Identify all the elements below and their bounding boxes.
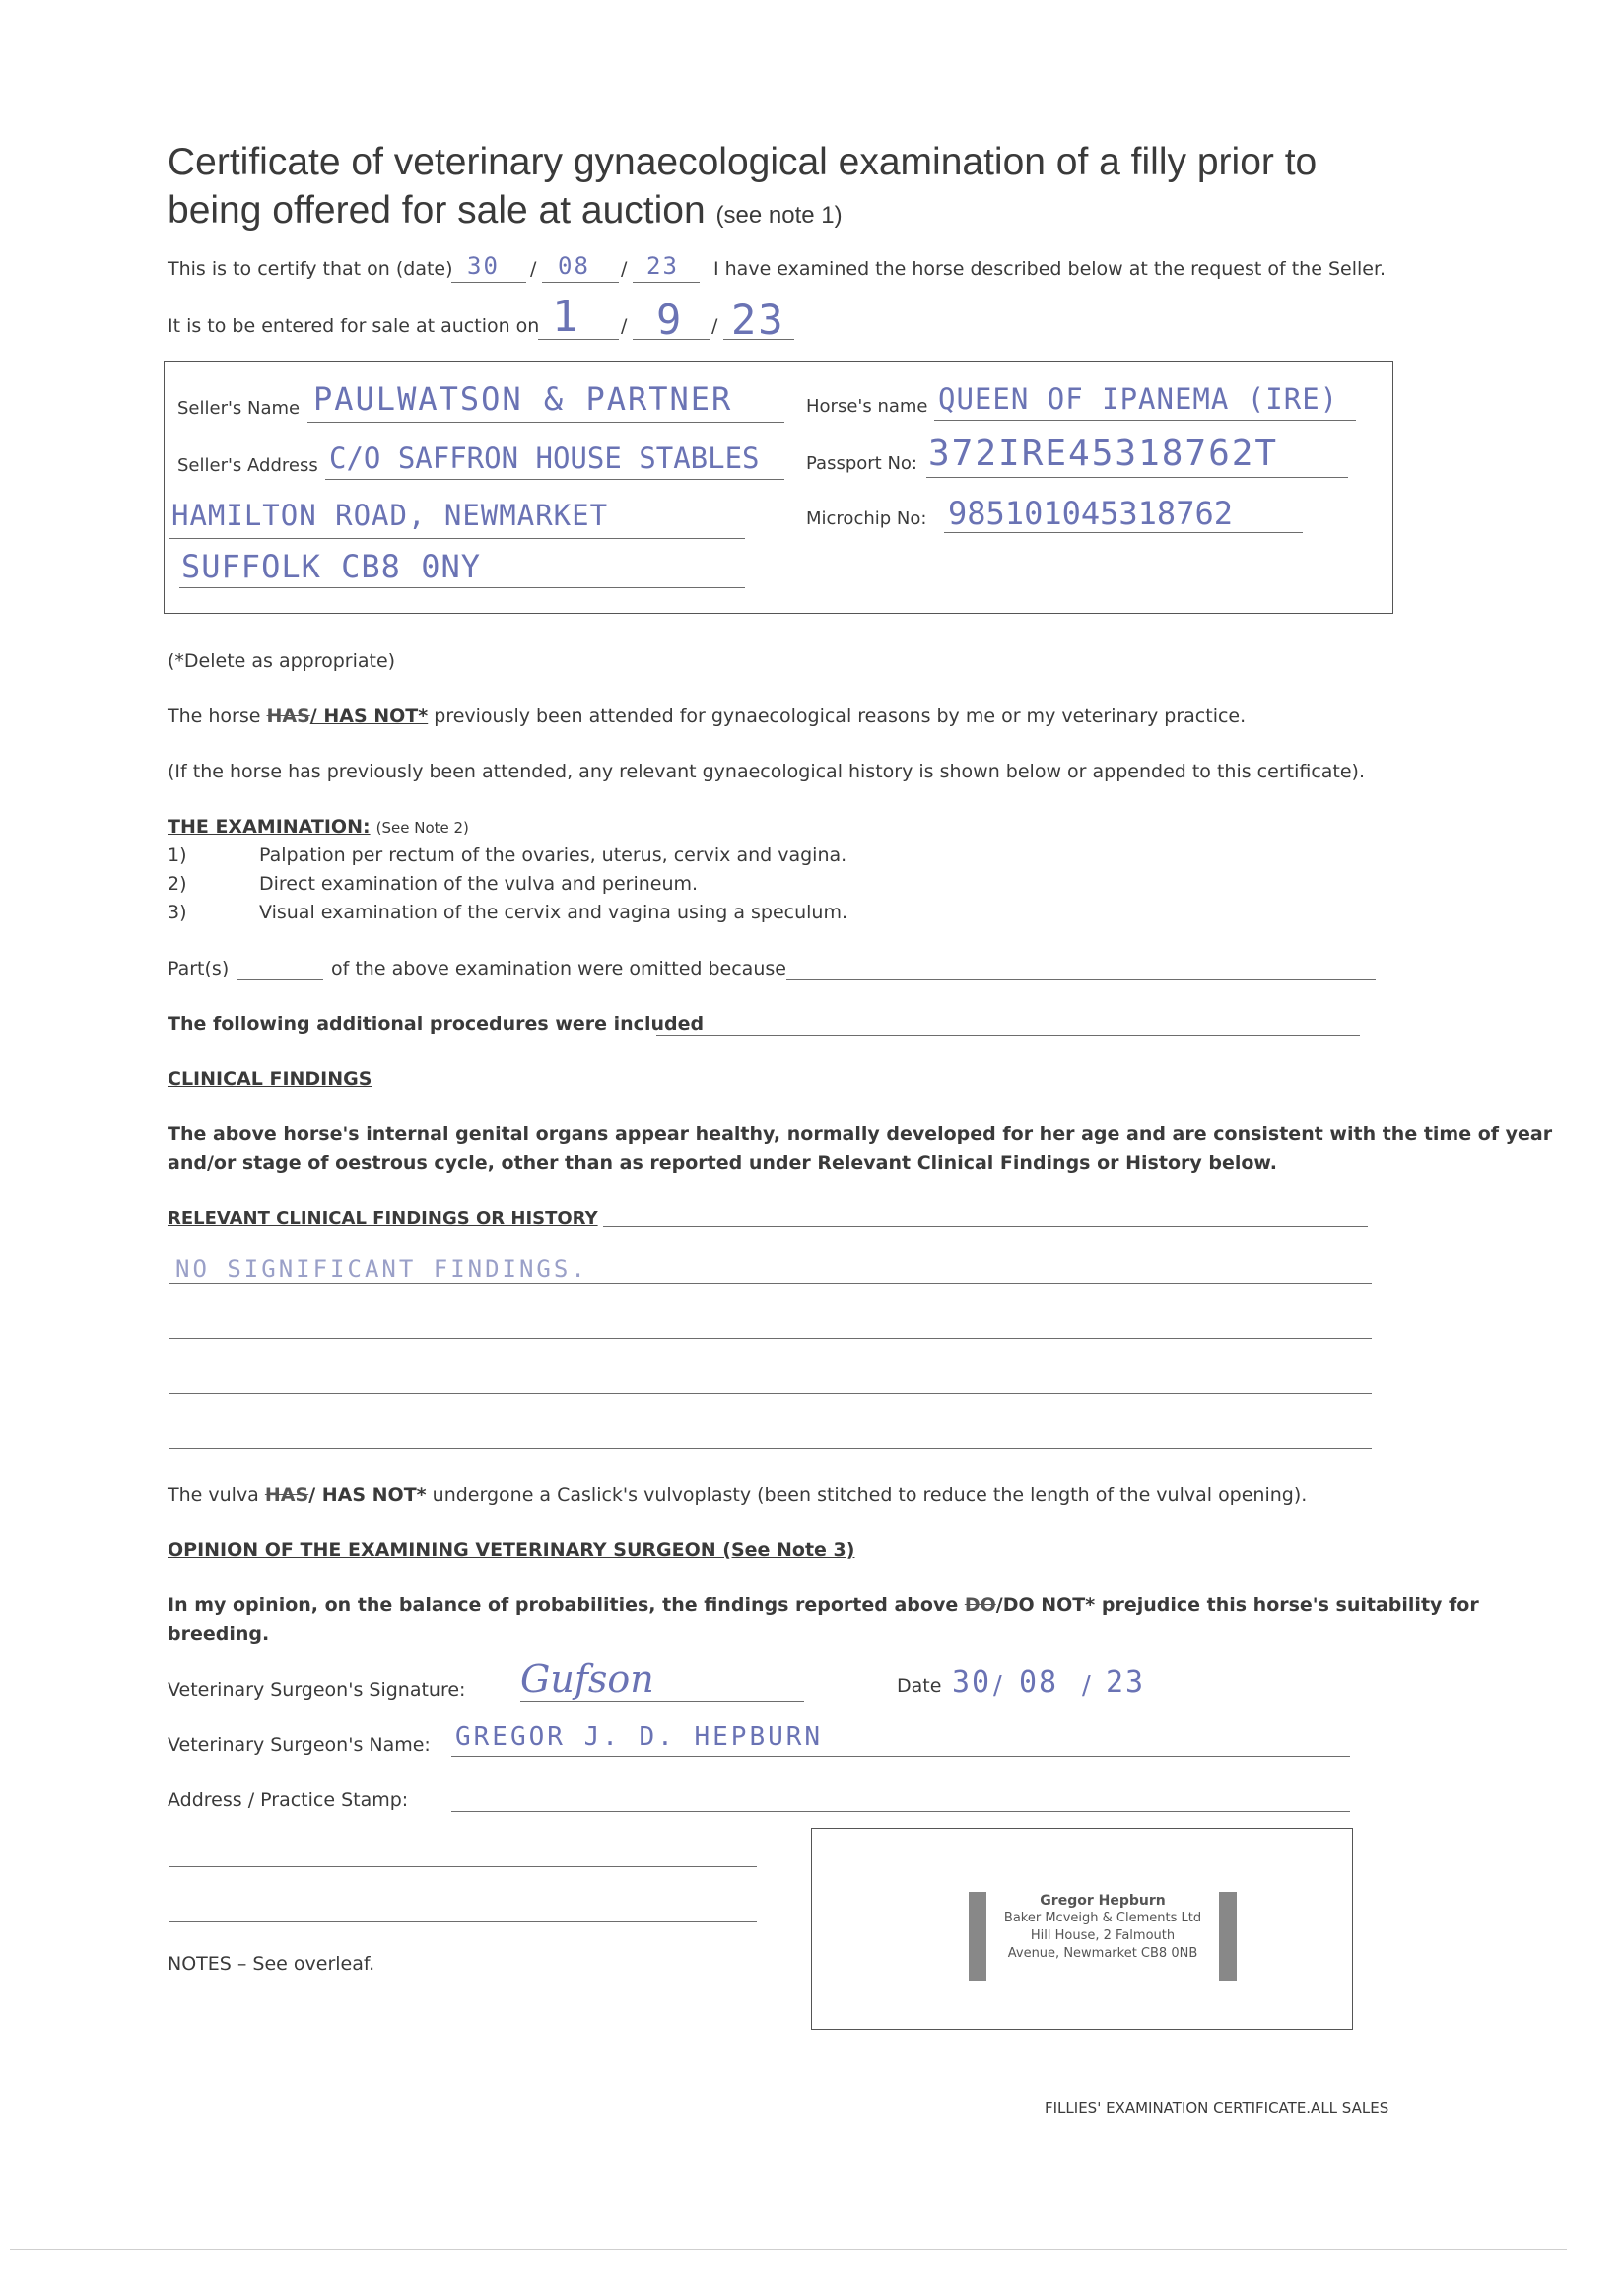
certify-prefix: This is to certify that on (date) xyxy=(168,258,453,280)
stamp-line-2: Baker Mcveigh & Clements Ltd xyxy=(1003,1911,1202,1925)
address-line-2: HAMILTON ROAD, NEWMARKET xyxy=(171,499,609,532)
exam-item-1-text: Palpation per rectum of the ovaries, uterus, cervix and vagina. xyxy=(259,844,847,866)
clinical-statement-2: and/or stage of oestrous cycle, other than as reported under Relevant Clinical Findings or History below. xyxy=(168,1152,1277,1174)
passport-value: 372IRE45318762T xyxy=(928,434,1279,474)
title-note: (see note 1) xyxy=(715,202,843,229)
vulva-choice: / HAS NOT* xyxy=(308,1484,427,1506)
seller-name-label: Seller's Name xyxy=(177,398,301,419)
seller-name-value: PAULWATSON & PARTNER xyxy=(313,380,733,418)
signature-label: Veterinary Surgeon's Signature: xyxy=(168,1679,466,1701)
opinion-line-1 xyxy=(168,1594,1479,1616)
title-line-2 xyxy=(168,186,1449,239)
vulva-suffix: undergone a Caslick's vulvoplasty (been stitched to reduce the length of the vulval opening). xyxy=(432,1484,1308,1506)
examination-heading-line xyxy=(168,816,469,838)
opinion-struck: DO xyxy=(964,1594,996,1616)
sale-month: 9 xyxy=(656,296,684,344)
exam-item-2-num: 2) xyxy=(168,873,187,895)
certify-month: 08 xyxy=(558,252,590,280)
sale-prefix: It is to be entered for sale at auction on xyxy=(168,315,540,337)
notes-text: NOTES – See overleaf. xyxy=(168,1953,375,1975)
scan-edge-line xyxy=(10,2249,1567,2250)
attended-line xyxy=(168,706,1246,727)
date-month: 08 xyxy=(1019,1665,1059,1700)
date-year: 23 xyxy=(1106,1665,1146,1700)
address-line-3: SUFFOLK CB8 0NY xyxy=(181,548,481,585)
vet-name-label: Veterinary Surgeon's Name: xyxy=(168,1734,431,1756)
passport-label: Passport No: xyxy=(806,453,917,474)
history-note: (If the horse has previously been attended, any relevant gynaecological history is shown below or appended to this certificate). xyxy=(168,761,1366,782)
examination-heading-note: (See Note 2) xyxy=(375,819,469,837)
examination-heading: THE EXAMINATION: xyxy=(168,816,371,838)
exam-item-3-num: 3) xyxy=(168,902,187,923)
horse-name-value: QUEEN OF IPANEMA (IRE) xyxy=(938,382,1339,416)
opinion-heading: OPINION OF THE EXAMINING VETERINARY SURGEON (See Note 3) xyxy=(168,1539,855,1561)
exam-item-1-num: 1) xyxy=(168,844,187,866)
attended-suffix: previously been attended for gynaecological reasons by me or my veterinary practice. xyxy=(434,706,1247,727)
seller-address-label: Seller's Address xyxy=(177,455,318,476)
signature-value: Gufson xyxy=(520,1657,654,1701)
exam-item-3-text: Visual examination of the cervix and vagina using a speculum. xyxy=(259,902,848,923)
vet-name-value: GREGOR J. D. HEPBURN xyxy=(455,1722,824,1752)
practice-stamp xyxy=(969,1892,1237,1983)
certify-suffix: I have examined the horse described below at the request of the Seller. xyxy=(713,258,1387,280)
date-label: Date xyxy=(897,1675,942,1697)
date-day: 30 xyxy=(952,1665,992,1700)
address-stamp-label: Address / Practice Stamp: xyxy=(168,1789,409,1811)
microchip-label: Microchip No: xyxy=(806,508,927,529)
horse-name-label: Horse's name xyxy=(806,396,928,417)
clinical-heading: CLINICAL FINDINGS xyxy=(168,1068,372,1090)
microchip-value: 985101045318762 xyxy=(948,495,1233,532)
sale-year: 23 xyxy=(731,296,785,344)
omitted-middle: of the above examination were omitted because xyxy=(331,958,786,979)
address-line-1: C/O SAFFRON HOUSE STABLES xyxy=(329,441,760,475)
vulva-struck: HAS xyxy=(264,1484,309,1506)
stamp-line-3: Hill House, 2 Falmouth xyxy=(1030,1928,1176,1943)
footer-text: FILLIES' EXAMINATION CERTIFICATE.ALL SALES xyxy=(1045,2099,1389,2117)
opinion-suffix: prejudice this horse's suitability for xyxy=(1101,1594,1479,1616)
stamp-line-1: Gregor Hepburn xyxy=(1040,1893,1166,1909)
relevant-findings-value: NO SIGNIFICANT FINDINGS. xyxy=(175,1255,588,1283)
omitted-prefix: Part(s) xyxy=(168,958,230,979)
exam-item-2-text: Direct examination of the vulva and perineum. xyxy=(259,873,699,895)
vulva-line xyxy=(168,1484,1307,1506)
attended-prefix: The horse xyxy=(168,706,261,727)
opinion-line-2: breeding. xyxy=(168,1623,270,1645)
additional-procedures: The following additional procedures were included xyxy=(168,1013,705,1035)
delete-note: (*Delete as appropriate) xyxy=(168,650,396,672)
stamp-line-4: Avenue, Newmarket CB8 0NB xyxy=(1007,1946,1198,1961)
certificate-title xyxy=(168,138,1449,239)
title-line-1: Certificate of veterinary gynaecological examination of a filly prior to xyxy=(168,141,1318,183)
clinical-statement-1: The above horse's internal genital organs appear healthy, normally developed for her age and are consistent with the time of year xyxy=(168,1123,1553,1145)
attended-choice: / HAS NOT* xyxy=(309,706,429,727)
vulva-prefix: The vulva xyxy=(168,1484,259,1506)
certify-year: 23 xyxy=(646,252,679,280)
relevant-heading: RELEVANT CLINICAL FINDINGS OR HISTORY xyxy=(168,1208,598,1229)
attended-struck: HAS xyxy=(266,706,310,727)
opinion-choice: /DO NOT* xyxy=(995,1594,1096,1616)
opinion-prefix: In my opinion, on the balance of probabilities, the findings reported above xyxy=(168,1594,959,1616)
certify-day: 30 xyxy=(467,252,500,280)
title-line-2-text: being offered for sale at auction xyxy=(168,189,706,232)
sale-day: 1 xyxy=(552,292,580,342)
